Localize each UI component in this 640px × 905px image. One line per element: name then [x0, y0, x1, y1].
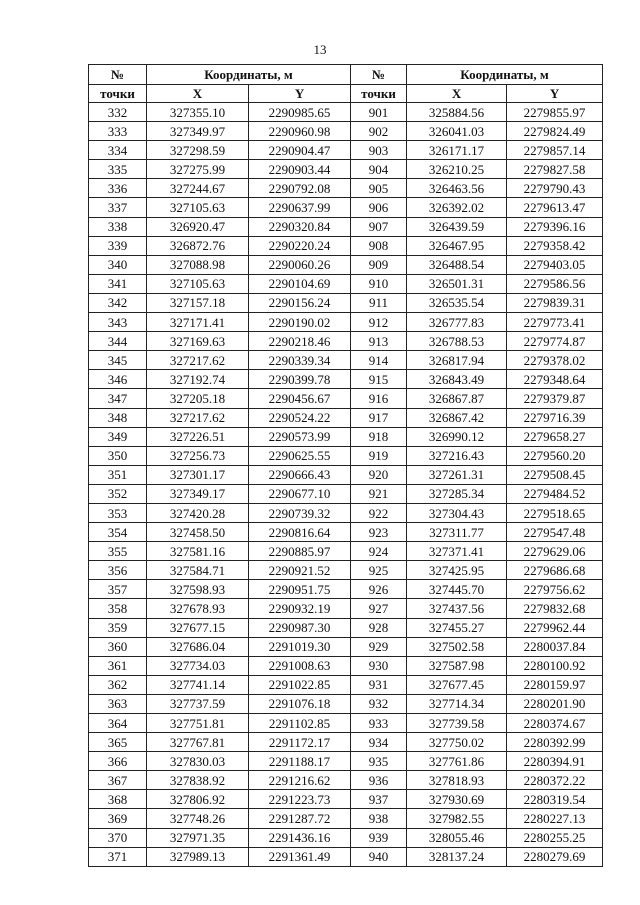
table-row — [89, 618, 603, 637]
point-number-left: 352 — [89, 484, 147, 503]
y-coordinate-left: 2290951.75 — [249, 580, 351, 599]
x-coordinate-left: 327169.63 — [147, 332, 249, 351]
y-coordinate-left: 2290960.98 — [249, 122, 351, 141]
point-number-right: 908 — [351, 236, 407, 255]
x-coordinate-right: 326788.53 — [407, 332, 507, 351]
y-coordinate-right: 2279839.31 — [507, 293, 603, 312]
point-number-left: 362 — [89, 675, 147, 694]
x-coordinate-left: 327971.35 — [147, 828, 249, 847]
x-coordinate-left: 327737.59 — [147, 694, 249, 713]
point-number-right: 935 — [351, 752, 407, 771]
x-coordinate-left: 327275.99 — [147, 160, 249, 179]
point-number-right: 906 — [351, 198, 407, 217]
y-coordinate-left: 2290320.84 — [249, 217, 351, 236]
x-coordinate-right: 327285.34 — [407, 484, 507, 503]
x-coordinate-right: 327982.55 — [407, 809, 507, 828]
table-row — [89, 809, 603, 828]
y-coordinate-left: 2291216.62 — [249, 771, 351, 790]
x-coordinate-right: 326439.59 — [407, 217, 507, 236]
table-row — [89, 656, 603, 675]
x-coordinate-right: 327677.45 — [407, 675, 507, 694]
y-coordinate-right: 2279403.05 — [507, 255, 603, 274]
x-coordinate-right: 327714.34 — [407, 694, 507, 713]
point-number-right: 922 — [351, 503, 407, 522]
point-number-right: 939 — [351, 828, 407, 847]
point-number-left: 371 — [89, 847, 147, 866]
point-number-left: 365 — [89, 733, 147, 752]
y-coordinate-right: 2279962.44 — [507, 618, 603, 637]
y-coordinate-right: 2279547.48 — [507, 523, 603, 542]
y-coordinate-left: 2290637.99 — [249, 198, 351, 217]
y-coordinate-left: 2290903.44 — [249, 160, 351, 179]
x-coordinate-left: 327349.97 — [147, 122, 249, 141]
point-number-right: 912 — [351, 313, 407, 332]
y-coordinate-right: 2279518.65 — [507, 503, 603, 522]
table-row — [89, 332, 603, 351]
point-number-left: 341 — [89, 274, 147, 293]
point-number-left: 350 — [89, 446, 147, 465]
y-coordinate-left: 2290987.30 — [249, 618, 351, 637]
coordinates-header-right: Координаты, м — [407, 65, 603, 85]
point-number-right: 901 — [351, 103, 407, 122]
table-row — [89, 771, 603, 790]
table-row — [89, 313, 603, 332]
x-coordinate-left: 327298.59 — [147, 141, 249, 160]
point-number-left: 357 — [89, 580, 147, 599]
y-header-right: Y — [507, 85, 603, 103]
point-number-left: 339 — [89, 236, 147, 255]
x-coordinate-right: 326463.56 — [407, 179, 507, 198]
y-coordinate-right: 2279686.68 — [507, 561, 603, 580]
y-coordinate-left: 2290220.24 — [249, 236, 351, 255]
point-number-right: 928 — [351, 618, 407, 637]
y-coordinate-right: 2280255.25 — [507, 828, 603, 847]
y-coordinate-right: 2279658.27 — [507, 427, 603, 446]
x-header-left: X — [147, 85, 249, 103]
y-coordinate-right: 2279613.47 — [507, 198, 603, 217]
point-number-left: 348 — [89, 408, 147, 427]
y-coordinate-left: 2290524.22 — [249, 408, 351, 427]
x-coordinate-right: 327304.43 — [407, 503, 507, 522]
y-coordinate-left: 2291008.63 — [249, 656, 351, 675]
x-coordinate-left: 327105.63 — [147, 274, 249, 293]
y-coordinate-left: 2290218.46 — [249, 332, 351, 351]
x-coordinate-right: 327930.69 — [407, 790, 507, 809]
y-coordinate-right: 2279790.43 — [507, 179, 603, 198]
point-number-left: 349 — [89, 427, 147, 446]
x-coordinate-left: 327157.18 — [147, 293, 249, 312]
table-row — [89, 694, 603, 713]
y-coordinate-right: 2280394.91 — [507, 752, 603, 771]
x-coordinate-right: 326777.83 — [407, 313, 507, 332]
point-number-left: 361 — [89, 656, 147, 675]
table-row — [89, 427, 603, 446]
table-row — [89, 141, 603, 160]
y-coordinate-left: 2291019.30 — [249, 637, 351, 656]
x-coordinate-right: 327445.70 — [407, 580, 507, 599]
y-coordinate-left: 2290677.10 — [249, 484, 351, 503]
x-coordinate-left: 327458.50 — [147, 523, 249, 542]
y-coordinate-left: 2290399.78 — [249, 370, 351, 389]
y-coordinate-left: 2291172.17 — [249, 733, 351, 752]
point-number-left: 342 — [89, 293, 147, 312]
point-number-right: 933 — [351, 714, 407, 733]
x-coordinate-left: 327734.03 — [147, 656, 249, 675]
x-coordinate-right: 326535.54 — [407, 293, 507, 312]
point-number-left: 343 — [89, 313, 147, 332]
y-coordinate-right: 2279484.52 — [507, 484, 603, 503]
table-row — [89, 733, 603, 752]
table-row — [89, 293, 603, 312]
x-coordinate-left: 327830.03 — [147, 752, 249, 771]
y-coordinate-right: 2279396.16 — [507, 217, 603, 236]
x-coordinate-left: 327192.74 — [147, 370, 249, 389]
table-row — [89, 637, 603, 656]
point-number-left: 369 — [89, 809, 147, 828]
point-number-right: 923 — [351, 523, 407, 542]
point-number-right: 904 — [351, 160, 407, 179]
point-number-left: 364 — [89, 714, 147, 733]
point-number-left: 334 — [89, 141, 147, 160]
point-number-left: 370 — [89, 828, 147, 847]
x-coordinate-right: 326501.31 — [407, 274, 507, 293]
y-coordinate-left: 2291361.49 — [249, 847, 351, 866]
y-coordinate-right: 2279827.58 — [507, 160, 603, 179]
point-number-right: 931 — [351, 675, 407, 694]
point-number-right: 909 — [351, 255, 407, 274]
y-coordinate-right: 2279629.06 — [507, 542, 603, 561]
x-coordinate-right: 326041.03 — [407, 122, 507, 141]
x-coordinate-left: 326920.47 — [147, 217, 249, 236]
y-coordinate-left: 2291076.18 — [249, 694, 351, 713]
x-coordinate-right: 327818.93 — [407, 771, 507, 790]
point-number-right: 913 — [351, 332, 407, 351]
header-row-top — [89, 65, 603, 85]
point-number-right: 911 — [351, 293, 407, 312]
x-coordinate-left: 327301.17 — [147, 465, 249, 484]
table-row — [89, 255, 603, 274]
y-coordinate-right: 2280159.97 — [507, 675, 603, 694]
table-row — [89, 790, 603, 809]
y-coordinate-left: 2290104.69 — [249, 274, 351, 293]
y-coordinate-right: 2279857.14 — [507, 141, 603, 160]
x-coordinate-right: 328137.24 — [407, 847, 507, 866]
y-coordinate-right: 2279855.97 — [507, 103, 603, 122]
table-row — [89, 103, 603, 122]
point-number-left: 358 — [89, 599, 147, 618]
y-coordinate-right: 2279560.20 — [507, 446, 603, 465]
x-coordinate-left: 327244.67 — [147, 179, 249, 198]
table-row — [89, 465, 603, 484]
table-row — [89, 351, 603, 370]
table-row — [89, 389, 603, 408]
point-number-left: 338 — [89, 217, 147, 236]
x-coordinate-right: 326210.25 — [407, 160, 507, 179]
x-coordinate-left: 327751.81 — [147, 714, 249, 733]
y-coordinate-right: 2280227.13 — [507, 809, 603, 828]
y-coordinate-left: 2290666.43 — [249, 465, 351, 484]
x-coordinate-right: 327455.27 — [407, 618, 507, 637]
y-coordinate-left: 2291436.16 — [249, 828, 351, 847]
x-coordinate-right: 326488.54 — [407, 255, 507, 274]
y-coordinate-right: 2279832.68 — [507, 599, 603, 618]
point-number-right: 915 — [351, 370, 407, 389]
x-coordinate-right: 327311.77 — [407, 523, 507, 542]
y-coordinate-left: 2290904.47 — [249, 141, 351, 160]
y-coordinate-left: 2290985.65 — [249, 103, 351, 122]
y-coordinate-left: 2291188.17 — [249, 752, 351, 771]
y-coordinate-left: 2290625.55 — [249, 446, 351, 465]
table-row — [89, 198, 603, 217]
point-number-right: 929 — [351, 637, 407, 656]
point-number-left: 337 — [89, 198, 147, 217]
y-coordinate-right: 2279773.41 — [507, 313, 603, 332]
y-coordinate-right: 2280372.22 — [507, 771, 603, 790]
point-number-right: 902 — [351, 122, 407, 141]
x-coordinate-right: 326817.94 — [407, 351, 507, 370]
table-row — [89, 580, 603, 599]
point-number-left: 366 — [89, 752, 147, 771]
y-coordinate-left: 2290190.02 — [249, 313, 351, 332]
point-number-right: 916 — [351, 389, 407, 408]
point-number-right: 938 — [351, 809, 407, 828]
point-number-left: 345 — [89, 351, 147, 370]
table-row — [89, 542, 603, 561]
x-coordinate-left: 327677.15 — [147, 618, 249, 637]
point-number-right: 936 — [351, 771, 407, 790]
x-coordinate-left: 327217.62 — [147, 408, 249, 427]
table-row — [89, 714, 603, 733]
point-number-left: 359 — [89, 618, 147, 637]
table-row — [89, 752, 603, 771]
table-row — [89, 370, 603, 389]
point-number-right: 940 — [351, 847, 407, 866]
y-coordinate-left: 2291022.85 — [249, 675, 351, 694]
x-coordinate-left: 327598.93 — [147, 580, 249, 599]
x-coordinate-right: 327739.58 — [407, 714, 507, 733]
x-coordinate-right: 327437.56 — [407, 599, 507, 618]
x-coordinate-left: 327355.10 — [147, 103, 249, 122]
y-coordinate-left: 2291102.85 — [249, 714, 351, 733]
y-coordinate-right: 2279358.42 — [507, 236, 603, 255]
table-row — [89, 484, 603, 503]
x-header-right: X — [407, 85, 507, 103]
x-coordinate-left: 327226.51 — [147, 427, 249, 446]
y-coordinate-left: 2290573.99 — [249, 427, 351, 446]
point-number-right: 920 — [351, 465, 407, 484]
table-row — [89, 446, 603, 465]
point-number-right: 917 — [351, 408, 407, 427]
x-coordinate-left: 327217.62 — [147, 351, 249, 370]
x-coordinate-left: 327584.71 — [147, 561, 249, 580]
x-coordinate-right: 327502.58 — [407, 637, 507, 656]
x-coordinate-left: 327088.98 — [147, 255, 249, 274]
x-coordinate-right: 326171.17 — [407, 141, 507, 160]
y-coordinate-left: 2290792.08 — [249, 179, 351, 198]
x-coordinate-right: 326392.02 — [407, 198, 507, 217]
table-row — [89, 599, 603, 618]
x-coordinate-left: 327105.63 — [147, 198, 249, 217]
y-coordinate-right: 2280037.84 — [507, 637, 603, 656]
point-number-right: 924 — [351, 542, 407, 561]
point-number-left: 344 — [89, 332, 147, 351]
x-coordinate-left: 327205.18 — [147, 389, 249, 408]
x-coordinate-right: 328055.46 — [407, 828, 507, 847]
y-coordinate-right: 2280279.69 — [507, 847, 603, 866]
point-number-left: 353 — [89, 503, 147, 522]
x-coordinate-right: 327750.02 — [407, 733, 507, 752]
point-number-right: 921 — [351, 484, 407, 503]
x-coordinate-right: 327216.43 — [407, 446, 507, 465]
table-row — [89, 160, 603, 179]
point-number-right: 903 — [351, 141, 407, 160]
x-coordinate-right: 327425.95 — [407, 561, 507, 580]
x-coordinate-left: 327806.92 — [147, 790, 249, 809]
point-number-right: 934 — [351, 733, 407, 752]
x-coordinate-left: 327748.26 — [147, 809, 249, 828]
y-coordinate-left: 2290932.19 — [249, 599, 351, 618]
x-coordinate-right: 326867.87 — [407, 389, 507, 408]
y-coordinate-left: 2290921.52 — [249, 561, 351, 580]
point-number-left: 333 — [89, 122, 147, 141]
x-coordinate-right: 327761.86 — [407, 752, 507, 771]
table-row — [89, 561, 603, 580]
y-coordinate-right: 2279379.87 — [507, 389, 603, 408]
table-row — [89, 828, 603, 847]
y-coordinate-right: 2279774.87 — [507, 332, 603, 351]
y-coordinate-right: 2279756.62 — [507, 580, 603, 599]
y-coordinate-left: 2291287.72 — [249, 809, 351, 828]
y-coordinate-left: 2290456.67 — [249, 389, 351, 408]
y-header-left: Y — [249, 85, 351, 103]
x-coordinate-right: 327371.41 — [407, 542, 507, 561]
point-number-left: 367 — [89, 771, 147, 790]
point-number-left: 356 — [89, 561, 147, 580]
table-row — [89, 274, 603, 293]
x-coordinate-right: 326843.49 — [407, 370, 507, 389]
x-coordinate-right: 326867.42 — [407, 408, 507, 427]
point-number-left: 363 — [89, 694, 147, 713]
point-number-header-left: № — [89, 65, 147, 85]
y-coordinate-right: 2279348.64 — [507, 370, 603, 389]
x-coordinate-left: 327420.28 — [147, 503, 249, 522]
table-row — [89, 847, 603, 866]
x-coordinate-left: 327256.73 — [147, 446, 249, 465]
point-number-right: 905 — [351, 179, 407, 198]
point-number-right: 930 — [351, 656, 407, 675]
point-number-left: 360 — [89, 637, 147, 656]
x-coordinate-left: 327171.41 — [147, 313, 249, 332]
point-sub-header-right: точки — [351, 85, 407, 103]
point-number-left: 351 — [89, 465, 147, 484]
table-row — [89, 523, 603, 542]
y-coordinate-right: 2279716.39 — [507, 408, 603, 427]
coordinates-header-left: Координаты, м — [147, 65, 351, 85]
point-number-left: 354 — [89, 523, 147, 542]
y-coordinate-right: 2279824.49 — [507, 122, 603, 141]
x-coordinate-left: 327989.13 — [147, 847, 249, 866]
table-row — [89, 675, 603, 694]
y-coordinate-left: 2290885.97 — [249, 542, 351, 561]
table-row — [89, 503, 603, 522]
x-coordinate-left: 326872.76 — [147, 236, 249, 255]
y-coordinate-right: 2280374.67 — [507, 714, 603, 733]
x-coordinate-right: 326990.12 — [407, 427, 507, 446]
x-coordinate-left: 327678.93 — [147, 599, 249, 618]
y-coordinate-left: 2290339.34 — [249, 351, 351, 370]
point-number-left: 335 — [89, 160, 147, 179]
y-coordinate-right: 2279378.02 — [507, 351, 603, 370]
point-number-right: 914 — [351, 351, 407, 370]
y-coordinate-left: 2291223.73 — [249, 790, 351, 809]
table-row — [89, 408, 603, 427]
x-coordinate-left: 327349.17 — [147, 484, 249, 503]
point-number-left: 368 — [89, 790, 147, 809]
table-row — [89, 122, 603, 141]
point-number-right: 937 — [351, 790, 407, 809]
x-coordinate-left: 327767.81 — [147, 733, 249, 752]
page-number: 13 — [313, 42, 327, 57]
point-number-left: 347 — [89, 389, 147, 408]
point-number-right: 919 — [351, 446, 407, 465]
y-coordinate-right: 2280201.90 — [507, 694, 603, 713]
x-coordinate-right: 325884.56 — [407, 103, 507, 122]
point-number-right: 918 — [351, 427, 407, 446]
point-number-right: 907 — [351, 217, 407, 236]
x-coordinate-left: 327581.16 — [147, 542, 249, 561]
table-row — [89, 236, 603, 255]
y-coordinate-right: 2279586.56 — [507, 274, 603, 293]
x-coordinate-left: 327838.92 — [147, 771, 249, 790]
x-coordinate-right: 327587.98 — [407, 656, 507, 675]
x-coordinate-left: 327686.04 — [147, 637, 249, 656]
x-coordinate-left: 327741.14 — [147, 675, 249, 694]
point-sub-header-left: точки — [89, 85, 147, 103]
header-row-bottom — [89, 85, 603, 103]
coordinates-table-body — [89, 103, 603, 867]
y-coordinate-right: 2280100.92 — [507, 656, 603, 675]
y-coordinate-right: 2279508.45 — [507, 465, 603, 484]
point-number-right: 927 — [351, 599, 407, 618]
point-number-right: 932 — [351, 694, 407, 713]
point-number-left: 332 — [89, 103, 147, 122]
table-row — [89, 217, 603, 236]
x-coordinate-right: 327261.31 — [407, 465, 507, 484]
point-number-right: 910 — [351, 274, 407, 293]
y-coordinate-left: 2290816.64 — [249, 523, 351, 542]
y-coordinate-left: 2290060.26 — [249, 255, 351, 274]
point-number-left: 336 — [89, 179, 147, 198]
point-number-header-right: № — [351, 65, 407, 85]
point-number-left: 340 — [89, 255, 147, 274]
coordinates-table — [88, 64, 603, 867]
x-coordinate-right: 326467.95 — [407, 236, 507, 255]
point-number-right: 925 — [351, 561, 407, 580]
table-row — [89, 179, 603, 198]
y-coordinate-right: 2280392.99 — [507, 733, 603, 752]
point-number-left: 346 — [89, 370, 147, 389]
point-number-right: 926 — [351, 580, 407, 599]
y-coordinate-left: 2290739.32 — [249, 503, 351, 522]
y-coordinate-right: 2280319.54 — [507, 790, 603, 809]
y-coordinate-left: 2290156.24 — [249, 293, 351, 312]
point-number-left: 355 — [89, 542, 147, 561]
